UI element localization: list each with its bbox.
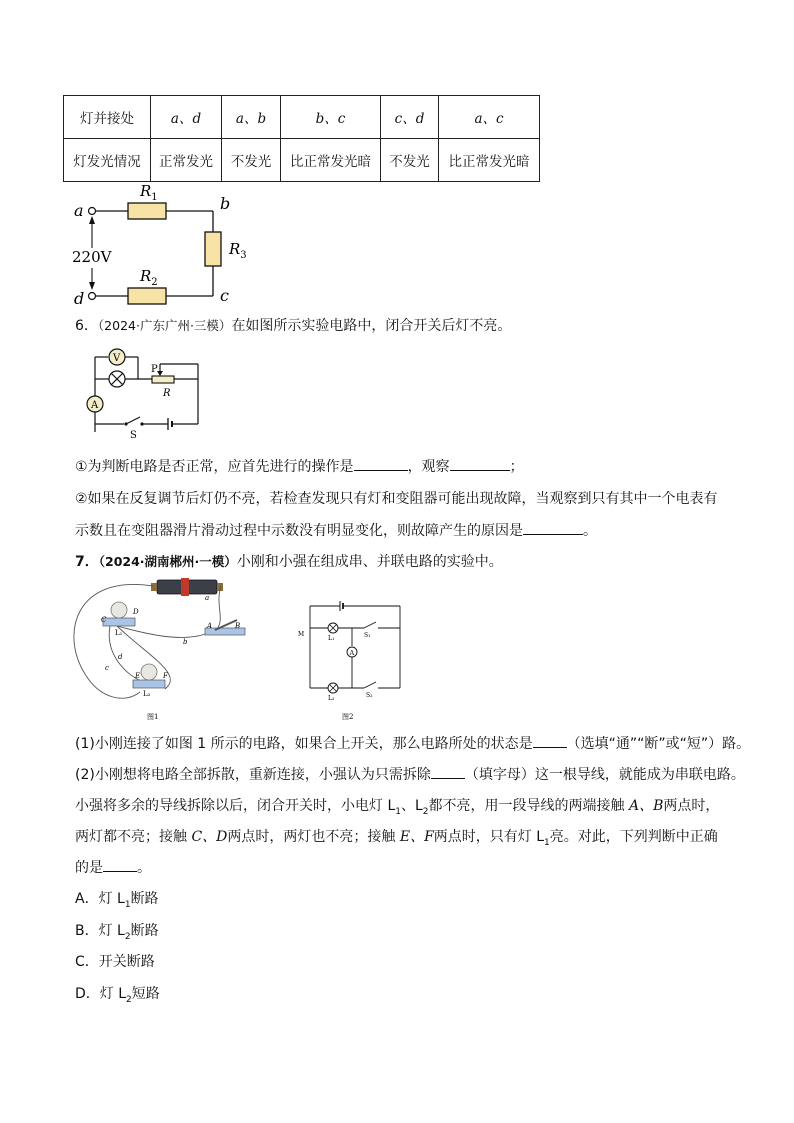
svg-text:S₂: S₂ xyxy=(366,692,373,699)
option-c[interactable]: C．开关断路 xyxy=(75,954,155,970)
svg-text:P: P xyxy=(151,364,158,375)
bulb-icon xyxy=(111,602,127,618)
node-d-label: d xyxy=(74,289,85,308)
q7-part2: (2)小刚想将电路全部拆散，重新连接，小强认为只需拆除 （填字母）这一根导线，就能成为串联电路。 xyxy=(75,764,745,784)
svg-text:A: A xyxy=(91,400,99,411)
svg-text:R1 xyxy=(139,182,158,203)
q7-part1: (1)小刚连接了如图 1 所示的电路，如果合上开关，那么电路所处的状态是 （选填“通”“断”或“短”）路。 xyxy=(75,733,750,753)
lamp-test-table xyxy=(63,95,540,182)
q6-stem: 在如图所示实验电路中，闭合开关后灯不亮。 xyxy=(231,318,512,334)
svg-text:A: A xyxy=(349,649,355,657)
q6-part2-line1: ②如果在反复调节后灯仍不亮，若检查发现只有灯和变阻器可能出现故障，当观察到只有其中一个电表有 xyxy=(75,491,718,507)
lamp-l1-base xyxy=(103,618,135,626)
svg-text:a: a xyxy=(205,594,210,602)
svg-text:S₁: S₁ xyxy=(364,632,371,639)
table-cell: a、d xyxy=(151,96,222,139)
table-cell: a、c xyxy=(439,96,540,139)
answer-blank[interactable] xyxy=(103,857,137,872)
option-d[interactable]: D．灯 $L_2$短路 xyxy=(75,986,160,1005)
r1-sub: 1 xyxy=(151,192,158,203)
resistor-r2 xyxy=(128,288,166,304)
q7-line3: 小强将多余的导线拆除以后，闭合开关时，小电灯 $L_1$、$L_2$都不亮，用一段导线的两端接触 A、B两点时， xyxy=(75,798,720,817)
table-cell: 不发光 xyxy=(222,139,281,182)
svg-text:L₁: L₁ xyxy=(328,635,335,642)
svg-text:C: C xyxy=(101,616,107,624)
svg-text:c: c xyxy=(105,664,109,672)
svg-text:R2 xyxy=(139,267,158,288)
table-cell: 比正常发光暗 xyxy=(439,139,540,182)
node-b-label: b xyxy=(220,194,231,213)
lamp-l2-base xyxy=(133,680,165,688)
table-cell: c、d xyxy=(381,96,439,139)
answer-blank[interactable] xyxy=(523,520,583,535)
switch-s2-icon xyxy=(364,682,376,688)
switch-s1-icon xyxy=(364,622,376,628)
r2-label: R xyxy=(140,267,152,285)
svg-text:d: d xyxy=(118,653,123,661)
node-a-label: a xyxy=(74,201,84,220)
table-cell: 灯并接处 xyxy=(64,96,151,139)
answer-blank[interactable] xyxy=(354,456,408,471)
table-cell: 正常发光 xyxy=(151,139,222,182)
q7-line5: 的是 。 xyxy=(75,857,151,877)
svg-text:b: b xyxy=(183,638,188,646)
q7-line4: 两灯都不亮；接触 C、D两点时，两灯也不亮；接触 E、F两点时，只有灯 $L_1$亮。对此，下列判断中正确 xyxy=(75,829,718,848)
table-cell: 不发光 xyxy=(381,139,439,182)
table-row xyxy=(64,139,540,182)
table-cell: 比正常发光暗 xyxy=(281,139,381,182)
bulb-icon xyxy=(141,664,157,680)
resistor-r3 xyxy=(205,232,221,266)
node-c-label: c xyxy=(220,286,229,305)
q7-heading xyxy=(75,551,503,571)
q7-figure1 xyxy=(65,574,265,724)
svg-text:B: B xyxy=(235,622,241,630)
q6-number: 6． xyxy=(75,318,98,334)
svg-text:A: A xyxy=(207,622,213,630)
answer-blank[interactable] xyxy=(431,764,465,779)
switch-icon xyxy=(126,417,140,424)
r3-sub: 3 xyxy=(240,250,247,261)
svg-text:R3 xyxy=(228,240,247,261)
svg-text:S: S xyxy=(130,430,137,441)
svg-text:F: F xyxy=(163,672,168,680)
table-cell: 灯发光情况 xyxy=(64,139,151,182)
q6-circuit-figure xyxy=(80,342,210,442)
q6-source: （2024·广东广州·三模） xyxy=(97,318,232,333)
q6-heading xyxy=(75,315,511,335)
resistor-r1 xyxy=(128,203,166,219)
option-a[interactable]: A．灯 $L_1$断路 xyxy=(75,891,159,910)
r1-label: R xyxy=(140,182,152,200)
table-cell: a、b xyxy=(222,96,281,139)
q7-stem: 小刚和小强在组成串、并联电路的实验中。 xyxy=(236,554,503,570)
q7-figure2 xyxy=(290,596,410,722)
svg-text:V: V xyxy=(113,353,121,364)
svg-text:L₂: L₂ xyxy=(143,690,151,698)
svg-text:M: M xyxy=(298,631,305,638)
figure2-caption: 图2 xyxy=(342,713,354,721)
answer-blank[interactable] xyxy=(450,456,510,471)
table-cell: b、c xyxy=(281,96,381,139)
figure1-caption: 图1 xyxy=(147,713,159,721)
option-b[interactable]: B．灯 $L_2$断路 xyxy=(75,923,159,942)
resistor-circuit-figure xyxy=(60,180,260,310)
svg-text:D: D xyxy=(133,608,139,616)
answer-blank[interactable] xyxy=(533,733,567,748)
q6-part1: ①为判断电路是否正常，应首先进行的操作是 ，观察 ； xyxy=(75,456,524,476)
voltage-label: 220V xyxy=(72,248,112,266)
table-row xyxy=(64,96,540,139)
svg-text:E: E xyxy=(135,672,141,680)
q7-source: （2024·湖南郴州·一模） xyxy=(98,554,237,569)
svg-text:R: R xyxy=(163,388,171,399)
q6-part2-line2: 示数且在变阻器滑片滑动过程中示数没有明显变化，则故障产生的原因是 。 xyxy=(75,520,597,540)
r2-sub: 2 xyxy=(151,277,158,288)
svg-text:L₂: L₂ xyxy=(328,695,335,702)
r3-label: R xyxy=(229,240,241,258)
rheostat-icon xyxy=(152,376,174,383)
svg-text:L₁: L₁ xyxy=(115,629,123,637)
q7-number: 7． xyxy=(75,554,99,570)
